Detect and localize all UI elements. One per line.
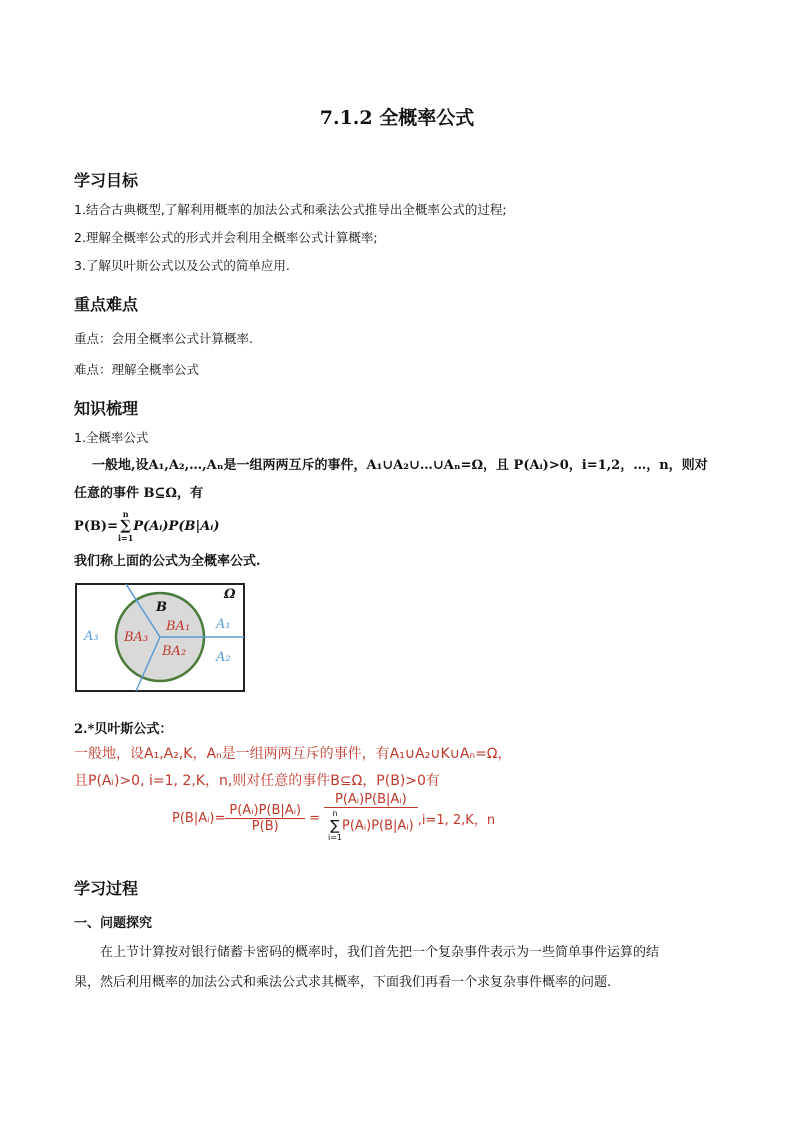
venn-a2-label: A₂	[216, 650, 231, 665]
section-heading-goals: 学习目标	[74, 171, 139, 190]
section-heading-keypoints: 重点难点	[74, 295, 139, 314]
bayes-line-2: 且P(Aᵢ)>0, i=1, 2,K，n,则对任意的事件B⊆Ω，P(B)>0有	[74, 773, 440, 789]
bayes-frac2-den: P(Aᵢ)P(B|Aᵢ)	[342, 818, 414, 834]
goal-item-3: 3.了解贝叶斯公式以及公式的简单应用.	[74, 258, 290, 273]
bayes-line-1: 一般地，设A₁,A₂,K，Aₙ是一组两两互斥的事件，有A₁∪A₂∪K∪Aₙ=Ω，	[74, 746, 512, 762]
formula-sum-bottom: i=1	[117, 533, 134, 543]
venn-ba1-label: BA₁	[166, 619, 191, 634]
bayes-frac1-num: P(Aᵢ)P(B|Aᵢ)	[225, 803, 305, 819]
bayes-sum	[328, 808, 342, 844]
section-heading-process: 学习过程	[74, 879, 139, 898]
bayes-formula	[172, 792, 495, 864]
bayes-frac2-den-wrap	[324, 808, 418, 844]
subheading-problem-exploration: 一、问题探究	[74, 916, 153, 931]
goal-item-2: 2.理解全概率公式的形式并会利用全概率公式计算概率;	[74, 230, 378, 245]
bayes-frac1-den: P(B)	[251, 818, 279, 834]
keypoint-item-1: 重点：会用全概率公式计算概率.	[74, 331, 253, 346]
venn-omega-label: Ω	[224, 587, 236, 602]
formula-sum	[118, 508, 133, 544]
venn-ba3-label: BA₃	[124, 630, 149, 645]
keypoint-item-2: 难点：理解全概率公式	[74, 362, 200, 377]
total-probability-formula	[74, 508, 220, 544]
bayes-sum-bottom: i=1	[328, 833, 343, 842]
venn-diagram	[74, 582, 246, 694]
bayes-fraction-1	[225, 803, 305, 834]
page-title: 7.1.2 全概率公式	[319, 107, 475, 129]
bayes-frac2-num: P(Aᵢ)P(B|Aᵢ)	[324, 792, 418, 808]
venn-ba2-label: BA₂	[162, 644, 187, 659]
process-paragraph-line-2: 果，然后利用概率的加法公式和乘法公式求其概率，下面我们再看一个求复杂事件概率的问题.	[74, 975, 612, 990]
bayes-lhs: P(B|Aᵢ)=	[172, 810, 226, 826]
definition-line-1: 一般地,设A₁,A₂,…,Aₙ是一组两两互斥的事件，A₁∪A₂∪…∪Aₙ=Ω，且 P(Aᵢ)>0，i=1,2，…，n，则对	[92, 458, 708, 473]
formula-left: P(B)=	[74, 518, 118, 534]
subheading-bayes: 2.*贝叶斯公式：	[74, 722, 173, 737]
sum-symbol-icon: ∑	[120, 518, 131, 534]
process-paragraph-line-1: 在上节计算按对银行储蓄卡密码的概率时，我们首先把一个复杂事件表示为一些简单事件运算的结	[100, 945, 660, 960]
venn-a3-label: A₃	[84, 629, 99, 644]
bayes-sum-top: n	[332, 809, 338, 818]
subheading-total-probability: 1.全概率公式	[74, 430, 149, 445]
bayes-fraction-2	[324, 792, 418, 844]
bayes-eq: =	[309, 810, 320, 826]
venn-b-label: B	[156, 600, 167, 615]
goal-item-1: 1.结合古典概型,了解利用概率的加法公式和乘法公式推导出全概率公式的过程;	[74, 202, 507, 217]
bayes-tail: ,i=1, 2,K，n	[417, 812, 496, 828]
section-heading-knowledge: 知识梳理	[74, 399, 139, 418]
bayes-sum-symbol-icon: ∑	[330, 818, 340, 834]
formula-sum-top: n	[122, 509, 129, 519]
formula-body: P(Aᵢ)P(B|Aᵢ)	[133, 518, 220, 534]
formula-note: 我们称上面的公式为全概率公式.	[74, 554, 261, 569]
venn-a1-label: A₁	[216, 617, 231, 632]
definition-line-2: 任意的事件 B⊆Ω，有	[74, 486, 203, 501]
